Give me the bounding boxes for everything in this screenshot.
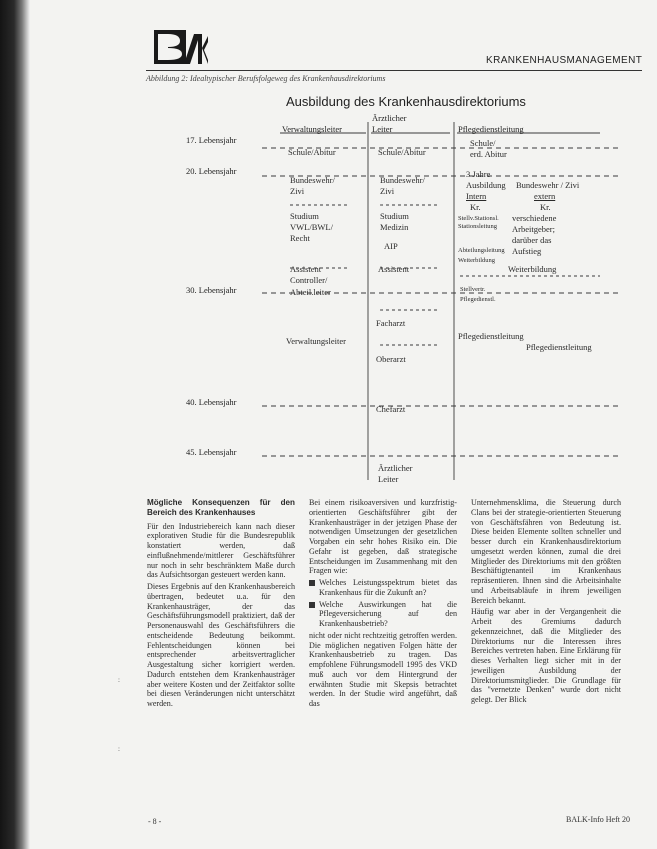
col-header-medical-line2: Leiter [372,124,393,134]
age-40: 40. Lebensjahr [186,397,237,407]
col-header-admin: Verwaltungsleiter [282,124,342,134]
nursing-small-4: Weiterbildung [458,257,496,264]
medical-chief: Chefarzt [376,404,406,414]
nursing-school-1: Schule/ [470,138,496,148]
nursing-alt-7: Aufstieg [512,246,542,256]
medical-aip: AIP [384,241,398,251]
nursing-train-1: 3 Jahre [466,169,491,179]
page-number: - 8 - [148,817,162,826]
age-17: 17. Lebensjahr [186,135,237,145]
bullet-text: Welches Leistungsspektrum bietet das Krankenhaus für die Zukunft an? [319,578,457,597]
paragraph: Für den Industriebereich kann nach dieser explorativen Studie für die Bundesrepublik konstatiert werden, daß einflußnehmende/mittlerer Geschäftsführer nur noch in sehr beschränktem Maße durch das Aufsichtsorgan gesteuert werden kann. [147,521,295,580]
book-spine-shadow [0,0,30,849]
nursing-alt-4: verschiedene [512,213,557,223]
paragraph: Unternehmensklima, die Steuerung durch Clans bei der strategie-orientierten Steuerung von Geschäftsfähren von Bedeutung ist. Diese beiden Elemente sollten schneller und besser durch ein Krankenhausdirektorium umgesetzt werden können, zumal die drei Mitglieder des Direktoriums mit den größten Beschäftigtenanteil im Krankenhaus repräsentieren. Ihnen sind die Arbeitsinhalte und Arbeitsabläufe in ihrem jeweiligen Bereich bekannt. [471,498,621,605]
medical-school: Schule/Abitur [378,147,426,157]
nursing-alt-3: Kr. [540,202,551,212]
text-column-3 [471,498,621,707]
text-column-2 [309,498,457,711]
medical-final-2: Leiter [378,474,399,484]
text-column-1 [147,498,295,711]
scanned-page [30,0,657,849]
medical-asst: Assistent [378,264,410,274]
admin-asst-1: Assistent [290,264,322,274]
nursing-small-2: Stationsleitung [458,223,497,230]
bullet-item [309,578,457,598]
admin-service-1: Bundeswehr/ [290,175,335,185]
section-title: KRANKENHAUSMANAGEMENT [486,55,643,66]
medical-study-2: Medizin [380,222,409,232]
nursing-deputy-2: Pflegedienstl. [460,296,496,303]
admin-final: Verwaltungsleiter [286,336,346,346]
medical-study-1: Studium [380,211,409,221]
nursing-final: Pflegedienstleitung [458,331,524,341]
nursing-train-2: Ausbildung [466,180,506,190]
balk-logo-icon [154,28,208,68]
nursing-alt-2: extern [534,191,556,201]
paragraph: Dieses Ergebnis auf den Krankenhausbereich übertragen, bedeutet u.a. für den Krankenhausträger, der das Geschäftsführungsmodell praktiziert, daß der Personenauswahl des Geschäftsführers die entscheidende Bedeutung beikommt. Fehlentscheidungen können bei entsprechender arbeitsvertraglicher Ausgestaltung sicher korrigiert werden. Dadurch entstehen dem Krankenhausträger aber weitere Kosten und der Zeitfaktor sollte bei diesen Veränderungen nicht unterschätzt werden. [147,582,295,708]
nursing-train-4: Kr. [470,202,481,212]
figure-caption: Abbildung 2: Idealtypischer Berufsfolgeweg des Krankenhausdirektoriums [146,74,386,83]
age-20: 20. Lebensjahr [186,166,237,176]
paragraph: Häufig war aber in der Vergangenheit die Arbeit des Gremiums dadurch gekennzeichnet, daß die Mitglieder des Direktoriums nur die Interessen ihres Bereiches vertreten haben. Eine Erklärung für dieses Verhalten liegt sicher mit in der jeweiligen Ausbildung der Direktoriumsmitglieder. Die Grundlage für das "vernetzte Denken" wurde dort nicht gelegt. Der Blick [471,607,621,704]
admin-study-3: Recht [290,233,310,243]
medical-senior: Oberarzt [376,354,406,364]
nursing-alt-5: Arbeitgeber; [512,224,555,234]
header-rule [146,70,642,71]
medical-service-2: Zivi [380,186,395,196]
bullet-text: Welche Auswirkungen hat die Pflegeversicherung auf den Krankenhausbetrieb? [319,599,457,628]
admin-service-2: Zivi [290,186,305,196]
medical-final-1: Ärztlicher [378,463,413,473]
admin-asst-3: Abteil.leiter [290,287,331,297]
nursing-deputy-1: Stellvertr. [460,286,486,293]
nursing-train-3: Intern [466,191,487,201]
admin-study-2: VWL/BWL/ [290,222,333,232]
margin-mark: : [118,676,120,684]
admin-study-1: Studium [290,211,319,221]
age-30: 30. Lebensjahr [186,285,237,295]
age-45: 45. Lebensjahr [186,447,237,457]
paragraph: Bei einem risikoaversiven und kurzfristig-orientierten Geschäftsführer gibt der Krankenhausträger in der jetzigen Phase der notwendigen Umsetzungen der gesetzlichen Vorgaben ein sehr hohes Risiko ein. Die Gefahr ist gegeben, daß strategische Entscheidungen im Zusammenhang mit den Fragen wie: [309,498,457,576]
section-heading: Mögliche Konsequenzen für den Bereich des Krankenhauses [147,498,295,517]
nursing-alt-6: darüber das [512,235,552,245]
col-header-nursing: Pflegedienstleitung [458,124,524,134]
nursing-school-2: erd. Abitur [470,149,507,159]
paragraph: nicht oder nicht rechtzeitig getroffen werden. Die möglichen negativen Folgen hätte der Krankenhausbetrieb zu tragen. Das empfohlene Führungsmodell 1995 des VKD muß auch vor dem Hintergrund der erwähnten Studie mit Skepsis betrachtet werden. In der Studie wird angeführt, daß das [309,630,457,708]
diagram-title: Ausbildung des Krankenhausdirektoriums [286,94,526,109]
nursing-small-3: Abteilungsleitung [458,247,505,254]
bullet-square-icon [309,602,315,608]
nursing-final-alt: Pflegedienstleitung [526,342,592,352]
margin-mark: : [118,745,120,753]
nursing-further: Weiterbildung [508,264,557,274]
bullet-square-icon [309,580,315,586]
nursing-alt-1: Bundeswehr / Zivi [516,180,580,190]
col-header-medical-line1: Ärztlicher [372,113,407,123]
medical-service-1: Bundeswehr/ [380,175,425,185]
nursing-small-1: Stellv.Stationsl. [458,215,499,222]
bullet-item [309,600,457,629]
issue-label: BALK-Info Heft 20 [566,815,630,824]
admin-school: Schule/Abitur [288,147,336,157]
admin-asst-2: Controller/ [290,275,328,285]
medical-specialist: Facharzt [376,318,406,328]
